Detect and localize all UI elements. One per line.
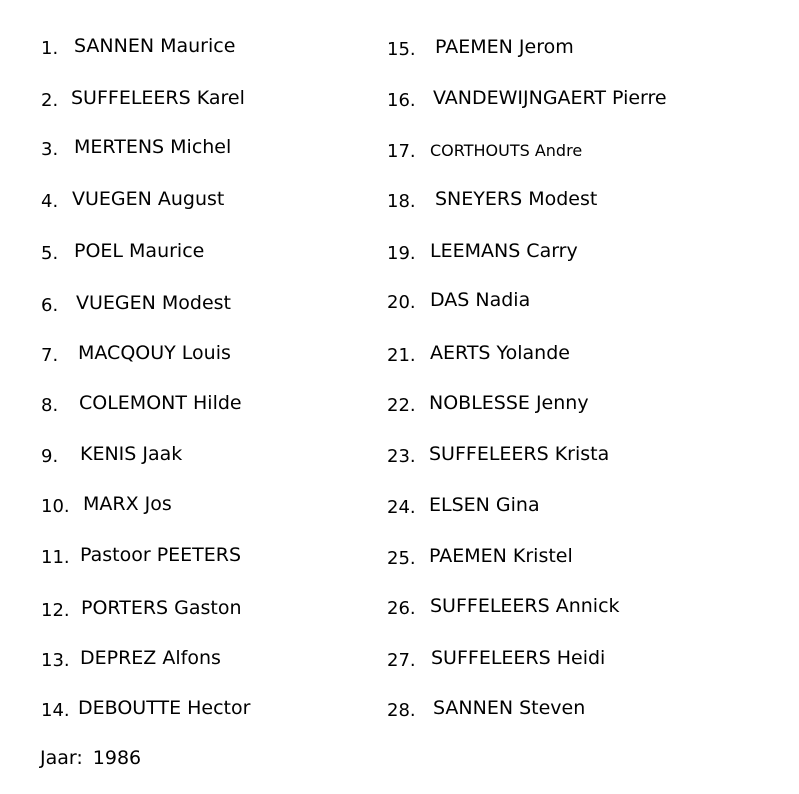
- year-value: 1986: [92, 747, 142, 769]
- list-item-name: PAEMEN Jerom: [435, 36, 574, 58]
- list-item-name: DEBOUTTE Hector: [78, 697, 251, 719]
- list-item-name: SUFFELEERS Karel: [71, 87, 245, 109]
- list-item-number: 1.: [41, 38, 59, 59]
- list-item-number: 28.: [387, 700, 416, 721]
- year-label: Jaar:: [40, 747, 83, 769]
- list-item-name: SUFFELEERS Heidi: [431, 647, 606, 669]
- list-item-name: VUEGEN August: [72, 188, 225, 210]
- list-item: [0, 646, 606, 674]
- list-item: [0, 544, 573, 572]
- list-item-name: MACQOUY Louis: [78, 342, 231, 364]
- list-item: [0, 288, 531, 316]
- list-item-name: SUFFELEERS Annick: [430, 595, 620, 617]
- list-item-number: 6.: [41, 295, 59, 316]
- list-item-number: 17.: [387, 141, 416, 162]
- list-item-number: 8.: [41, 395, 59, 416]
- list-item-number: 7.: [41, 345, 59, 366]
- list-item-number: 22.: [387, 395, 416, 416]
- list-item-number: 16.: [387, 90, 416, 111]
- list-item-name: SNEYERS Modest: [435, 188, 598, 210]
- list-item-number: 11.: [41, 547, 70, 568]
- list-item: [0, 594, 620, 622]
- list-item-name: SUFFELEERS Krista: [429, 443, 610, 465]
- list-item-name: DAS Nadia: [430, 289, 531, 311]
- list-item-name: SANNEN Maurice: [74, 35, 236, 57]
- list-item-number: 19.: [387, 243, 416, 264]
- list-item-number: 25.: [387, 548, 416, 569]
- list-item-number: 5.: [41, 243, 59, 264]
- list-item-name: SANNEN Steven: [433, 697, 586, 719]
- list-item-number: 3.: [41, 139, 59, 160]
- list-item-number: 27.: [387, 650, 416, 671]
- list-item-number: 10.: [41, 496, 70, 517]
- list-item-name: VUEGEN Modest: [76, 292, 232, 314]
- list-item-number: 18.: [387, 191, 416, 212]
- list-item-name: POEL Maurice: [74, 240, 205, 262]
- list-item-name: DEPREZ Alfons: [80, 647, 221, 669]
- list-item-name: COLEMONT Hilde: [79, 392, 242, 414]
- list-item: [0, 35, 574, 63]
- list-item-number: 15.: [387, 39, 416, 60]
- list-item-name: MERTENS Michel: [74, 136, 232, 158]
- list-item: [0, 442, 610, 470]
- list-item-number: 12.: [41, 600, 70, 621]
- list-item: [0, 239, 578, 267]
- list-item-number: 9.: [41, 446, 59, 467]
- list-item-name: CORTHOUTS Andre: [430, 141, 583, 160]
- list-item: [0, 493, 540, 521]
- list-item-name: ELSEN Gina: [429, 494, 540, 516]
- list-item-number: 23.: [387, 446, 416, 467]
- list-item: [0, 391, 589, 419]
- list-item-name: AERTS Yolande: [430, 342, 570, 364]
- list-item-number: 4.: [41, 191, 59, 212]
- list-item-name: Pastoor PEETERS: [80, 544, 242, 566]
- list-item: [0, 86, 667, 114]
- list-item-number: 21.: [387, 345, 416, 366]
- list-item-number: 13.: [41, 650, 70, 671]
- year-line: [40, 746, 141, 770]
- list-item-name: PAEMEN Kristel: [429, 545, 573, 567]
- list-item-name: NOBLESSE Jenny: [429, 392, 589, 414]
- list-item-name: KENIS Jaak: [80, 443, 183, 465]
- list-item: [0, 696, 586, 724]
- list-item-number: 14.: [41, 700, 70, 721]
- list-item-name: LEEMANS Carry: [430, 240, 578, 262]
- list-item-number: 24.: [387, 497, 416, 518]
- list-item-name: VANDEWIJNGAERT Pierre: [433, 87, 667, 109]
- list-item: [0, 187, 598, 215]
- list-item-name: MARX Jos: [83, 493, 172, 515]
- list-item-number: 20.: [387, 292, 416, 313]
- list-item-number: 2.: [41, 90, 59, 111]
- list-item: [0, 137, 583, 165]
- list-item-name: PORTERS Gaston: [81, 597, 242, 619]
- list-item: [0, 341, 570, 369]
- list-item-number: 26.: [387, 598, 416, 619]
